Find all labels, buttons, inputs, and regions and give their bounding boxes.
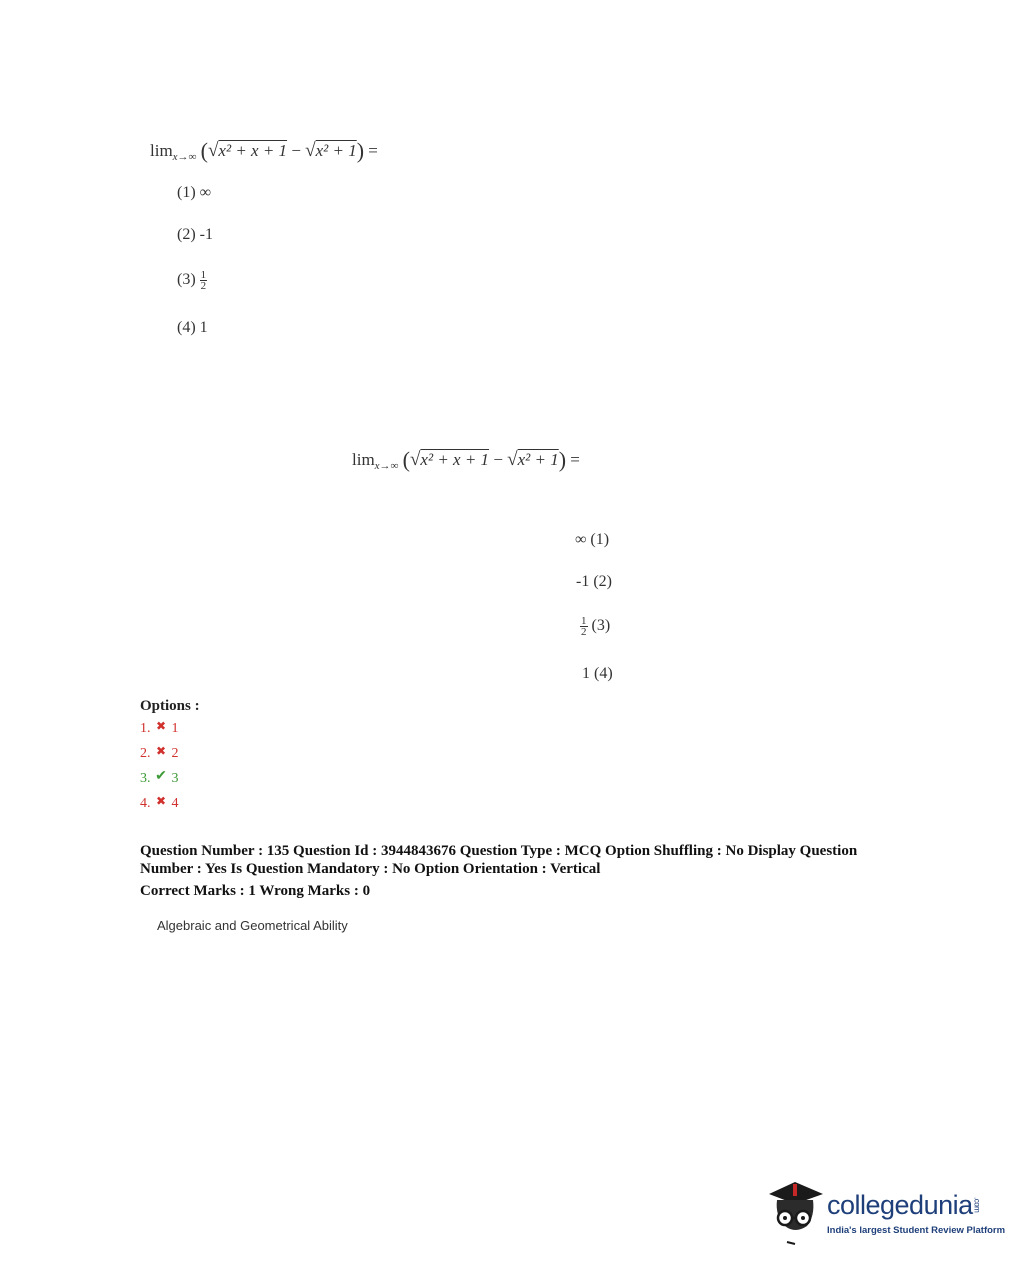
close-paren: ) (356, 138, 365, 163)
choice-number: (2) (593, 573, 612, 590)
logo-tagline: India's largest Student Review Platform (827, 1225, 1006, 1236)
option-value: 3 (171, 771, 179, 786)
choice-number: (1) (590, 531, 610, 548)
options-block (140, 698, 200, 815)
sqrt-icon: √ (507, 449, 518, 470)
limit-subscript: x→∞ (374, 460, 399, 472)
mascot-icon (765, 1176, 827, 1246)
choice-alt-1 (575, 531, 609, 549)
minus-sign: − (493, 450, 503, 469)
options-title: Options : (140, 698, 200, 714)
open-paren: ( (402, 447, 410, 472)
section-label: Algebraic and Geometrical Ability (157, 918, 348, 933)
choice-value: ∞ (199, 184, 212, 201)
choice-1 (177, 184, 211, 202)
limit-label: lim (150, 141, 173, 160)
choice-value: -1 (576, 573, 590, 590)
option-2 (140, 740, 200, 765)
fraction (200, 270, 208, 291)
choice-number: (3) (177, 271, 196, 289)
option-4 (140, 790, 200, 815)
denominator: 2 (200, 280, 207, 292)
option-value: 1 (171, 721, 179, 736)
question-meta (140, 842, 920, 900)
numerator: 1 (581, 615, 587, 627)
option-index: 1. (140, 721, 151, 736)
close-paren: ) (558, 447, 567, 472)
choice-number: (4) (177, 319, 196, 336)
choice-value: 1 (582, 665, 590, 682)
choice-3 (177, 270, 207, 291)
limit-subscript: x→∞ (172, 151, 197, 163)
cross-icon: ✖ (155, 794, 167, 808)
option-3 (140, 765, 200, 790)
radicand-1: x² + x + 1 (420, 450, 490, 469)
numerator: 1 (200, 269, 207, 281)
choice-value: -1 (199, 226, 213, 243)
logo-wordmark (827, 1190, 982, 1221)
meta-line-1: Question Number : 135 Question Id : 3944843676 Question Type : MCQ Option Shuffling : No Display Question (140, 843, 858, 859)
choice-number: (1) (177, 184, 196, 201)
logo-name: collegedunia (827, 1190, 973, 1220)
choice-value: 1 (199, 319, 208, 336)
fraction (580, 616, 588, 637)
collegedunia-logo (765, 1176, 1006, 1246)
sqrt-icon: √ (409, 449, 421, 470)
radicand-2: x² + 1 (315, 141, 357, 160)
choice-value: ∞ (575, 531, 587, 548)
cross-icon: ✖ (155, 719, 167, 733)
sqrt-icon: √ (305, 140, 316, 161)
option-index: 3. (140, 771, 151, 786)
minus-sign: − (291, 141, 301, 160)
choice-number: (4) (594, 665, 613, 682)
radicand-2: x² + 1 (517, 450, 559, 469)
open-paren: ( (200, 138, 208, 163)
marks-line: Correct Marks : 1 Wrong Marks : 0 (140, 883, 371, 899)
choice-number: (2) (177, 226, 196, 243)
limit-label: lim (352, 450, 375, 469)
choice-2 (177, 226, 213, 244)
option-value: 4 (171, 796, 179, 811)
question-expression-alt (352, 447, 580, 473)
choice-alt-4 (582, 665, 613, 683)
choice-number: (3) (591, 617, 611, 635)
equals-sign: = (368, 141, 378, 160)
question-expression (150, 138, 378, 164)
option-index: 2. (140, 746, 151, 761)
meta-line-2: Number : Yes Is Question Mandatory : No Option Orientation : Vertical (140, 861, 601, 877)
equals-sign: = (570, 450, 580, 469)
sqrt-icon: √ (207, 140, 219, 161)
cross-icon: ✖ (155, 744, 167, 758)
choice-4 (177, 319, 208, 337)
radicand-1: x² + x + 1 (218, 141, 288, 160)
option-index: 4. (140, 796, 151, 811)
option-value: 2 (171, 746, 179, 761)
logo-suffix: .com (972, 1196, 982, 1212)
choice-alt-2 (576, 573, 612, 591)
choice-alt-3 (580, 616, 610, 637)
check-icon: ✔ (155, 769, 167, 784)
option-1 (140, 715, 200, 740)
denominator: 2 (581, 626, 587, 638)
